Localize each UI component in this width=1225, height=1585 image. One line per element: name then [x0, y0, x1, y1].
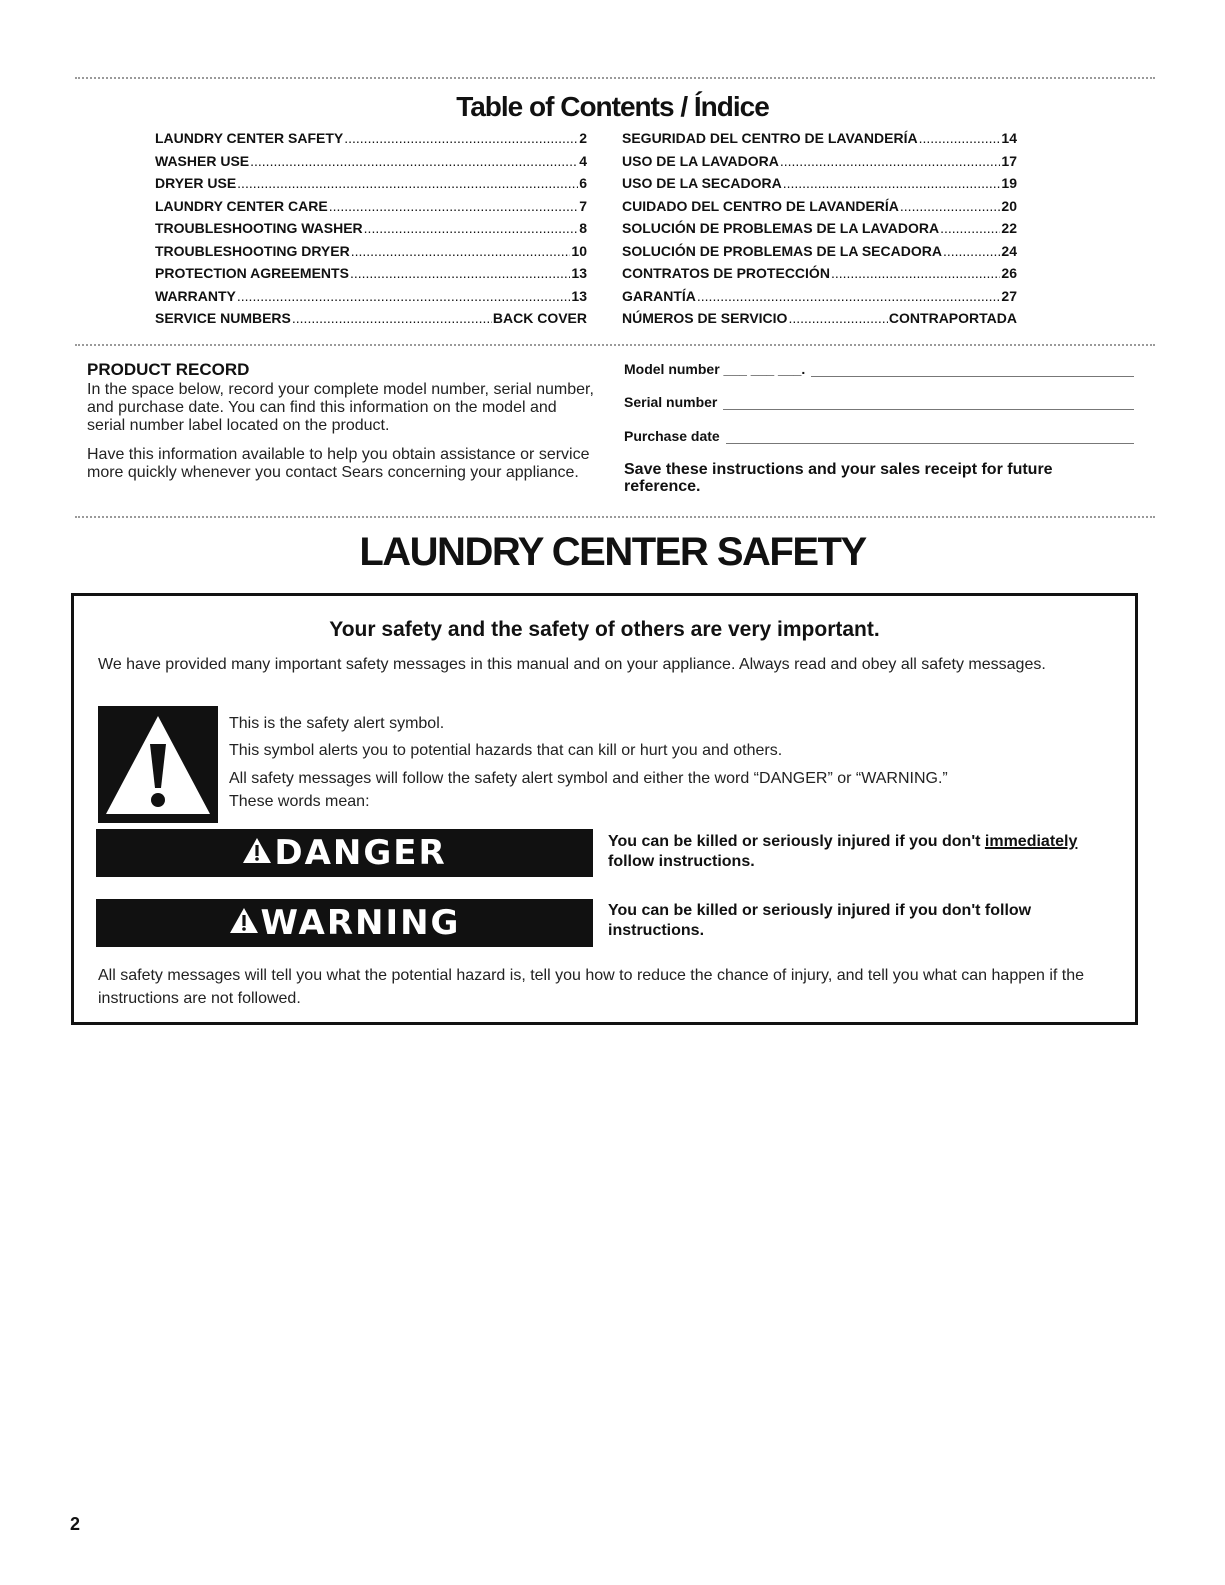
- toc-entry-page: 7: [579, 197, 587, 214]
- toc-entry[interactable]: [622, 220, 1017, 243]
- toc-entry-page: 19: [1001, 175, 1017, 191]
- toc-entry-page: 13: [571, 265, 587, 281]
- toc-entry-page: 27: [1001, 287, 1017, 304]
- toc-entry-page: 24: [1001, 242, 1017, 259]
- toc-entry-title: WASHER USE: [155, 152, 250, 169]
- toc-leader: [780, 153, 1001, 169]
- toc-entry-title: WARRANTY: [155, 287, 236, 304]
- save-instructions-note: Save these instructions and your sales receipt for future reference.: [624, 461, 1053, 495]
- safety-alert-icon: [98, 706, 218, 823]
- model-number-field[interactable]: [624, 361, 1134, 377]
- safety-intro-text: We have provided many important safety messages in this manual and on your appliance. Always read and obey all safety messages.: [98, 656, 1046, 673]
- toc-entry-title: TROUBLESHOOTING WASHER: [155, 220, 363, 236]
- toc-entry-title: USO DE LA SECADORA: [622, 175, 782, 191]
- toc-english-column: [155, 130, 587, 333]
- toc-entry-page: 10: [571, 242, 587, 259]
- toc-entry[interactable]: [622, 243, 1017, 266]
- toc-entry-title: LAUNDRY CENTER CARE: [155, 197, 328, 214]
- warning-label: WARNING: [260, 903, 461, 943]
- toc-entry[interactable]: [155, 265, 587, 288]
- toc-entry-title: CUIDADO DEL CENTRO DE LAVANDERÍA: [622, 197, 899, 214]
- toc-entry[interactable]: [155, 130, 587, 153]
- serial-number-field[interactable]: [624, 394, 1134, 410]
- toc-leader: [250, 153, 578, 169]
- toc-entry[interactable]: [155, 243, 587, 266]
- danger-message-emphasis: immediately: [984, 833, 1078, 850]
- toc-leader: [788, 310, 887, 326]
- warning-signal-bar: [96, 899, 593, 947]
- toc-entry-title: NÚMEROS DE SERVICIO: [622, 310, 788, 326]
- toc-leader: [351, 243, 571, 259]
- record-bottom-dotted-rule: [75, 516, 1155, 518]
- toc-entry-title: LAUNDRY CENTER SAFETY: [155, 130, 344, 146]
- toc-entry-page: 8: [579, 220, 587, 236]
- toc-leader: [350, 265, 570, 281]
- toc-entry[interactable]: [155, 288, 587, 311]
- toc-entry-page: 14: [1001, 130, 1017, 146]
- toc-entry-page: 22: [1001, 220, 1017, 236]
- toc-entry[interactable]: [622, 288, 1017, 311]
- alert-description-line: This is the safety alert symbol.: [229, 715, 445, 732]
- safety-footer-text: All safety messages will tell you what the potential hazard is, tell you how to reduce the chance of injury, and tell you what can happen if the instructions are not followed.: [98, 967, 1085, 1007]
- alert-description-line: These words mean:: [229, 793, 370, 810]
- purchase-date-label: Purchase date: [624, 428, 720, 444]
- toc-entry-title: PROTECTION AGREEMENTS: [155, 265, 349, 281]
- toc-entry-title: DRYER USE: [155, 175, 237, 191]
- danger-alert-icon: [242, 837, 272, 864]
- purchase-date-field[interactable]: [624, 428, 1134, 444]
- serial-number-label: Serial number: [624, 394, 718, 410]
- toc-entry-title: SOLUCIÓN DE PROBLEMAS DE LA LAVADORA: [622, 220, 940, 236]
- toc-entry-page: 6: [579, 175, 587, 191]
- toc-entry-title: GARANTÍA: [622, 287, 696, 304]
- toc-leader: [237, 288, 571, 304]
- toc-leader: [292, 310, 492, 326]
- toc-leader: [919, 130, 1001, 146]
- toc-entry[interactable]: [155, 153, 587, 176]
- toc-entry[interactable]: [622, 153, 1017, 176]
- danger-message: [608, 832, 1128, 872]
- alert-description-line: This symbol alerts you to potential hazards that can kill or hurt you and others.: [229, 742, 783, 759]
- toc-entry[interactable]: [155, 198, 587, 221]
- toc-leader: [783, 175, 1001, 191]
- toc-entry-title: USO DE LA LAVADORA: [622, 152, 779, 169]
- toc-entry[interactable]: [155, 175, 587, 198]
- safety-box: [71, 593, 1138, 1025]
- danger-label: DANGER: [274, 833, 447, 873]
- toc-entry-page: 2: [579, 130, 587, 146]
- toc-entry[interactable]: [622, 130, 1017, 153]
- toc-entry-page: CONTRAPORTADA: [888, 310, 1017, 326]
- top-dotted-rule: [75, 77, 1155, 79]
- toc-entry-title: CONTRATOS DE PROTECCIÓN: [622, 265, 830, 281]
- toc-entry-page: 4: [579, 152, 587, 169]
- product-record-paragraph: Have this information available to help you obtain assistance or service more quickly whenever you contact Sears concerning your appliance.: [87, 446, 590, 481]
- danger-message-part: You can be killed or seriously injured if you don't: [608, 833, 985, 850]
- page-number: 2: [70, 1514, 81, 1534]
- model-number-line[interactable]: [811, 363, 1134, 377]
- toc-entry[interactable]: [622, 175, 1017, 198]
- toc-leader: [900, 198, 1001, 214]
- toc-leader: [344, 130, 578, 146]
- toc-entry-title: SOLUCIÓN DE PROBLEMAS DE LA SECADORA: [622, 242, 942, 259]
- toc-leader: [831, 265, 1000, 281]
- toc-entry-page: BACK COVER: [492, 310, 587, 326]
- toc-entry-title: SERVICE NUMBERS: [155, 310, 291, 326]
- toc-entry-title: TROUBLESHOOTING DRYER: [155, 242, 350, 259]
- toc-spanish-column: [622, 130, 1017, 333]
- toc-entry[interactable]: [622, 310, 1017, 333]
- danger-signal-bar: [96, 829, 593, 877]
- product-record-heading: PRODUCT RECORD: [87, 360, 250, 379]
- section-title: LAUNDRY CENTER SAFETY: [359, 530, 866, 574]
- toc-entry[interactable]: [622, 265, 1017, 288]
- toc-entry-page: 20: [1001, 197, 1017, 214]
- toc-entry[interactable]: [622, 198, 1017, 221]
- toc-bottom-dotted-rule: [75, 344, 1155, 346]
- purchase-date-line[interactable]: [726, 430, 1134, 444]
- toc-title: Table of Contents / Índice: [456, 91, 769, 122]
- toc-leader: [697, 288, 1001, 304]
- toc-leader: [940, 220, 1000, 236]
- toc-entry[interactable]: [155, 220, 587, 243]
- toc-leader: [943, 243, 1000, 259]
- warning-message: You can be killed or seriously injured if you don't follow instructions.: [608, 902, 1032, 939]
- product-record-paragraph: In the space below, record your complete model number, serial number, and purchase date. You can find this information on the model and serial number label located on the product.: [87, 381, 594, 434]
- toc-entry-page: 26: [1001, 265, 1017, 281]
- alert-description-line: All safety messages will follow the safety alert symbol and either the word “DANGER” or “WARNING.”: [229, 770, 948, 787]
- toc-entry-page: 17: [1001, 152, 1017, 169]
- warning-alert-icon: [229, 907, 259, 934]
- toc-entry-title: SEGURIDAD DEL CENTRO DE LAVANDERÍA: [622, 130, 918, 146]
- safety-box-heading: Your safety and the safety of others are very important.: [329, 618, 880, 641]
- toc-leader: [237, 175, 578, 191]
- toc-leader: [329, 198, 579, 214]
- model-number-label: Model number ___ ___ ___.: [624, 361, 806, 377]
- toc-entry-page: 13: [571, 287, 587, 304]
- danger-message-part: follow instructions.: [608, 853, 755, 870]
- serial-number-line[interactable]: [723, 396, 1134, 410]
- toc-leader: [364, 220, 579, 236]
- toc-entry[interactable]: [155, 310, 587, 333]
